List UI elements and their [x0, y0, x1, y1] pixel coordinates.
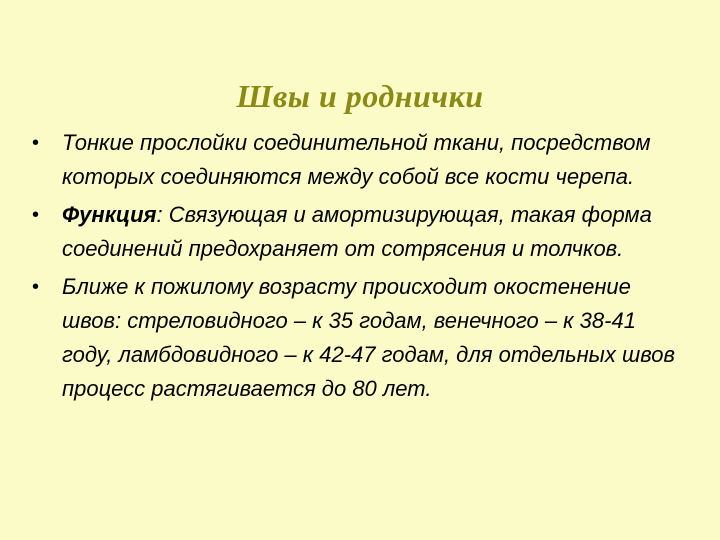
- bullet-list: [30, 126, 690, 410]
- bullet-text: Тонкие прослойки соединительной ткани, посредством которых соединяются между собой все кости черепа.: [62, 130, 651, 189]
- bullet-item-2: [30, 198, 690, 266]
- bullet-term: Функция: [62, 202, 157, 227]
- bullet-dot-icon: •: [32, 132, 40, 154]
- bullet-dot-icon: •: [32, 276, 40, 298]
- bullet-dot-icon: •: [32, 204, 40, 226]
- bullet-item-1: [30, 126, 690, 194]
- bullet-text: : Связующая и амортизирующая, такая форма соединений предохраняет от сотрясения и толчков.: [62, 202, 652, 261]
- bullet-text: Ближе к пожилому возрасту происходит окостенение швов: стреловидного – к 35 годам, венечного – к 38-41 году, ламбдовидного – к 42-47 годам, для отдельных швов процесс растягивается до 80 лет.: [62, 274, 675, 401]
- slide-title: Швы и роднички: [236, 78, 484, 114]
- bullet-item-3: [30, 270, 690, 406]
